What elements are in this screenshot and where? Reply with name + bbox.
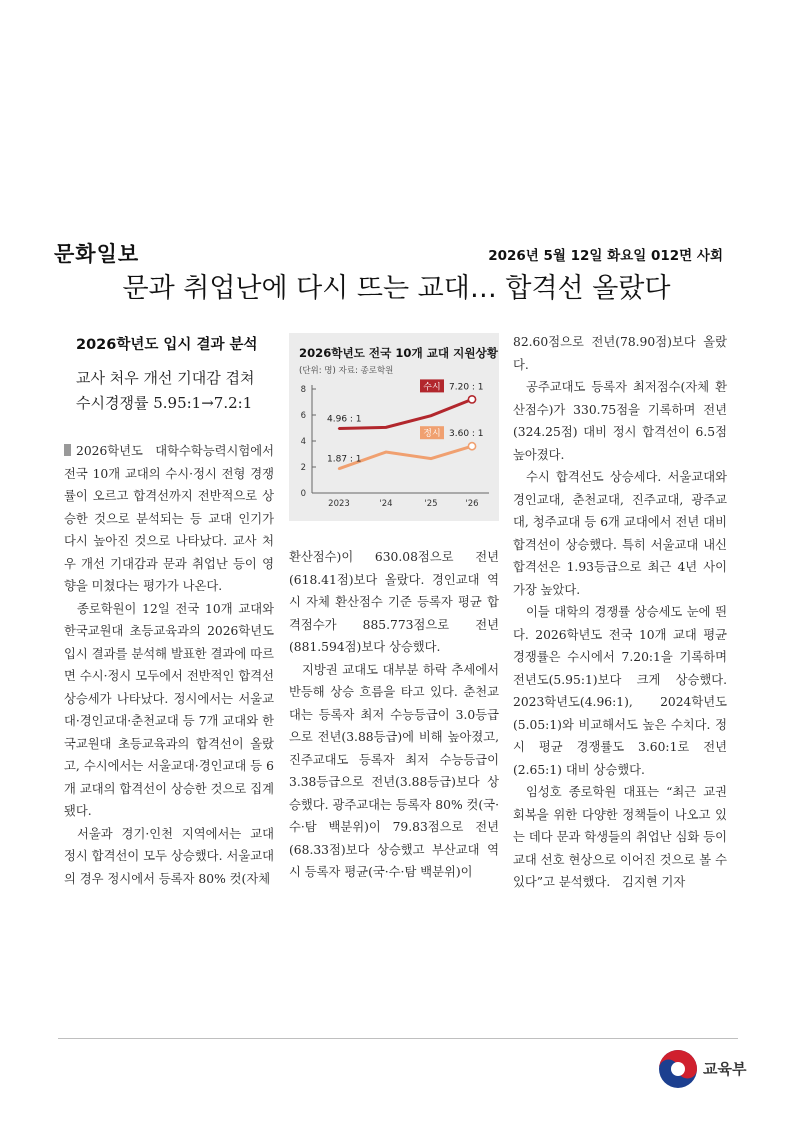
paragraph: 서울과 경기·인천 지역에서는 교대 정시 합격선이 모두 상승했다. 서울교대의 경우 정시에서 등록자 80% 컷(자체 [64, 826, 274, 886]
y-tick-label: 0 [300, 489, 306, 499]
article-column-3 [513, 331, 727, 894]
paragraph: 82.60점으로 전년(78.90점)보다 올랐다. [513, 335, 727, 372]
dateline: 2026년 5월 12일 화요일 012면 사회 [488, 248, 723, 264]
paragraph: 종로학원이 12일 전국 10개 교대와 한국교원대 초등교육과의 2026학년도 입시 결과를 분석해 발표한 결과에 따르면 수시·정시 모두에서 전반적인 합격선 상승세가 나타났다. 정시에서는 서울교대·경인교대·춘천교대 등 7개 교대와 한국교원대 초등교육과의 합격선이 올랐고, 수시에서는 서울교대·경인교대 등 6개 교대의 합격선이 상승한 것으로 집계됐다. [64, 601, 274, 818]
chart-unit-source: (단위: 명) 자료: 종로학원 [299, 366, 394, 376]
start-value-label: 4.96 : 1 [327, 414, 362, 425]
paragraph: 임성호 종로학원 대표는 “최근 교권 회복을 위한 다양한 정책들이 나오고 있는 데다 문과 학생들의 취업난 심화 등이 교대 선호 현상으로 이어진 것으로 볼 수 있다”고 분석했다. 김지현 기자 [513, 785, 727, 889]
article-column-1 [64, 440, 274, 890]
data-point [385, 426, 387, 428]
paragraph: 2026학년도 대학수학능력시험에서 전국 10개 교대의 수시·정시 전형 경쟁률이 오르고 합격선까지 전반적으로 상승한 것으로 분석되는 등 교대 인기가 다시 높아진 것으로 나타났다. 교사 처우 개선 기대감과 문과 취업난 등이 영향을 미쳤다는 평가가 나온다. [64, 444, 274, 593]
series-name-label: 정시 [423, 429, 441, 440]
data-point [338, 427, 340, 429]
taegeuk-logo-icon [657, 1048, 699, 1090]
data-point [430, 457, 432, 459]
y-tick-label: 6 [300, 411, 306, 421]
data-point [468, 396, 475, 403]
x-tick-label: '24 [379, 499, 393, 509]
data-point [338, 467, 340, 469]
paragraph: 이들 대학의 경쟁률 상승세도 눈에 띈다. 2026학년도 전국 10개 교대 평균 경쟁률은 수시에서 7.20:1을 기록하며 전년도(5.95:1)보다 크게 상승했다. 2023학년도(4.96:1), 2024학년도(5.05:1)와 비교해서도 높은 수치다. 정시 평균 경쟁률도 3.60:1로 전년(2.65:1) 대비 상승했다. [513, 605, 727, 777]
y-tick-label: 2 [300, 463, 306, 473]
paragraph: 수시 합격선도 상승세다. 서울교대와 경인교대, 춘천교대, 진주교대, 광주교대, 청주교대 등 6개 교대에서 전년 대비 합격선이 상승했다. 특히 서울교대 내신 합격선은 1.93등급으로 최근 4년 사이 가장 높았다. [513, 470, 727, 597]
x-tick-label: '26 [465, 499, 479, 509]
headline: 문과 취업난에 다시 뜨는 교대… 합격선 올랐다 [122, 273, 671, 304]
deck-line: 교사 처우 개선 기대감 겹쳐 [76, 369, 255, 387]
series-name-label: 수시 [423, 382, 441, 393]
data-point [385, 451, 387, 453]
deck-line: 수시경쟁률 5.95:1→7.2:1 [76, 394, 253, 412]
ministry-name: 교육부 [703, 1060, 747, 1078]
data-point [430, 414, 432, 416]
publication-name: 문화일보 [54, 242, 140, 266]
chart-plot [289, 333, 499, 521]
footer-divider [58, 1038, 738, 1039]
lead-marker [64, 444, 71, 456]
paragraph: 환산점수)이 630.08점으로 전년(618.41점)보다 올랐다. 경인교대 역시 자체 환산점수 기준 등록자 평균 합격점수가 885.773점으로 전년(881.594점)보다 상승했다. [289, 550, 499, 654]
end-value-label: 7.20 : 1 [449, 382, 484, 393]
byline: 김지현 기자 [622, 875, 686, 889]
data-point [468, 443, 475, 450]
paragraph: 지방권 교대도 대부분 하락 추세에서 반등해 상승 흐름을 타고 있다. 춘천교대는 등록자 최저 수능등급이 3.0등급으로 전년(3.88등급)에 비해 높아졌고, 진주교대도 등록자 최저 수능등급이 3.38등급으로 전년(3.88등급)보다 상승했다. 광주교대는 등록자 80% 컷(국·수·탐 백분위)이 79.83점으로 전년(68.33점)보다 상승했고 부산교대 역시 등록자 평균(국·수·탐 백분위)이 [289, 662, 500, 879]
chart-title: 2026학년도 전국 10개 교대 지원상황 [299, 346, 498, 360]
y-tick-label: 8 [300, 385, 306, 395]
article-deck [76, 366, 254, 416]
x-tick-label: 2023 [328, 499, 350, 509]
start-value-label: 1.87 : 1 [327, 454, 362, 465]
y-tick-label: 4 [300, 437, 306, 447]
article-subtitle: 2026학년도 입시 결과 분석 [76, 337, 258, 353]
end-value-label: 3.60 : 1 [449, 429, 484, 440]
applicant-chart [289, 333, 499, 521]
paragraph: 공주교대도 등록자 최저점수(자체 환산점수)가 330.75점을 기록하며 전년(324.25점) 대비 정시 합격선이 6.5점 높아졌다. [513, 380, 727, 462]
x-tick-label: '25 [424, 499, 438, 509]
article-column-2 [289, 546, 499, 884]
